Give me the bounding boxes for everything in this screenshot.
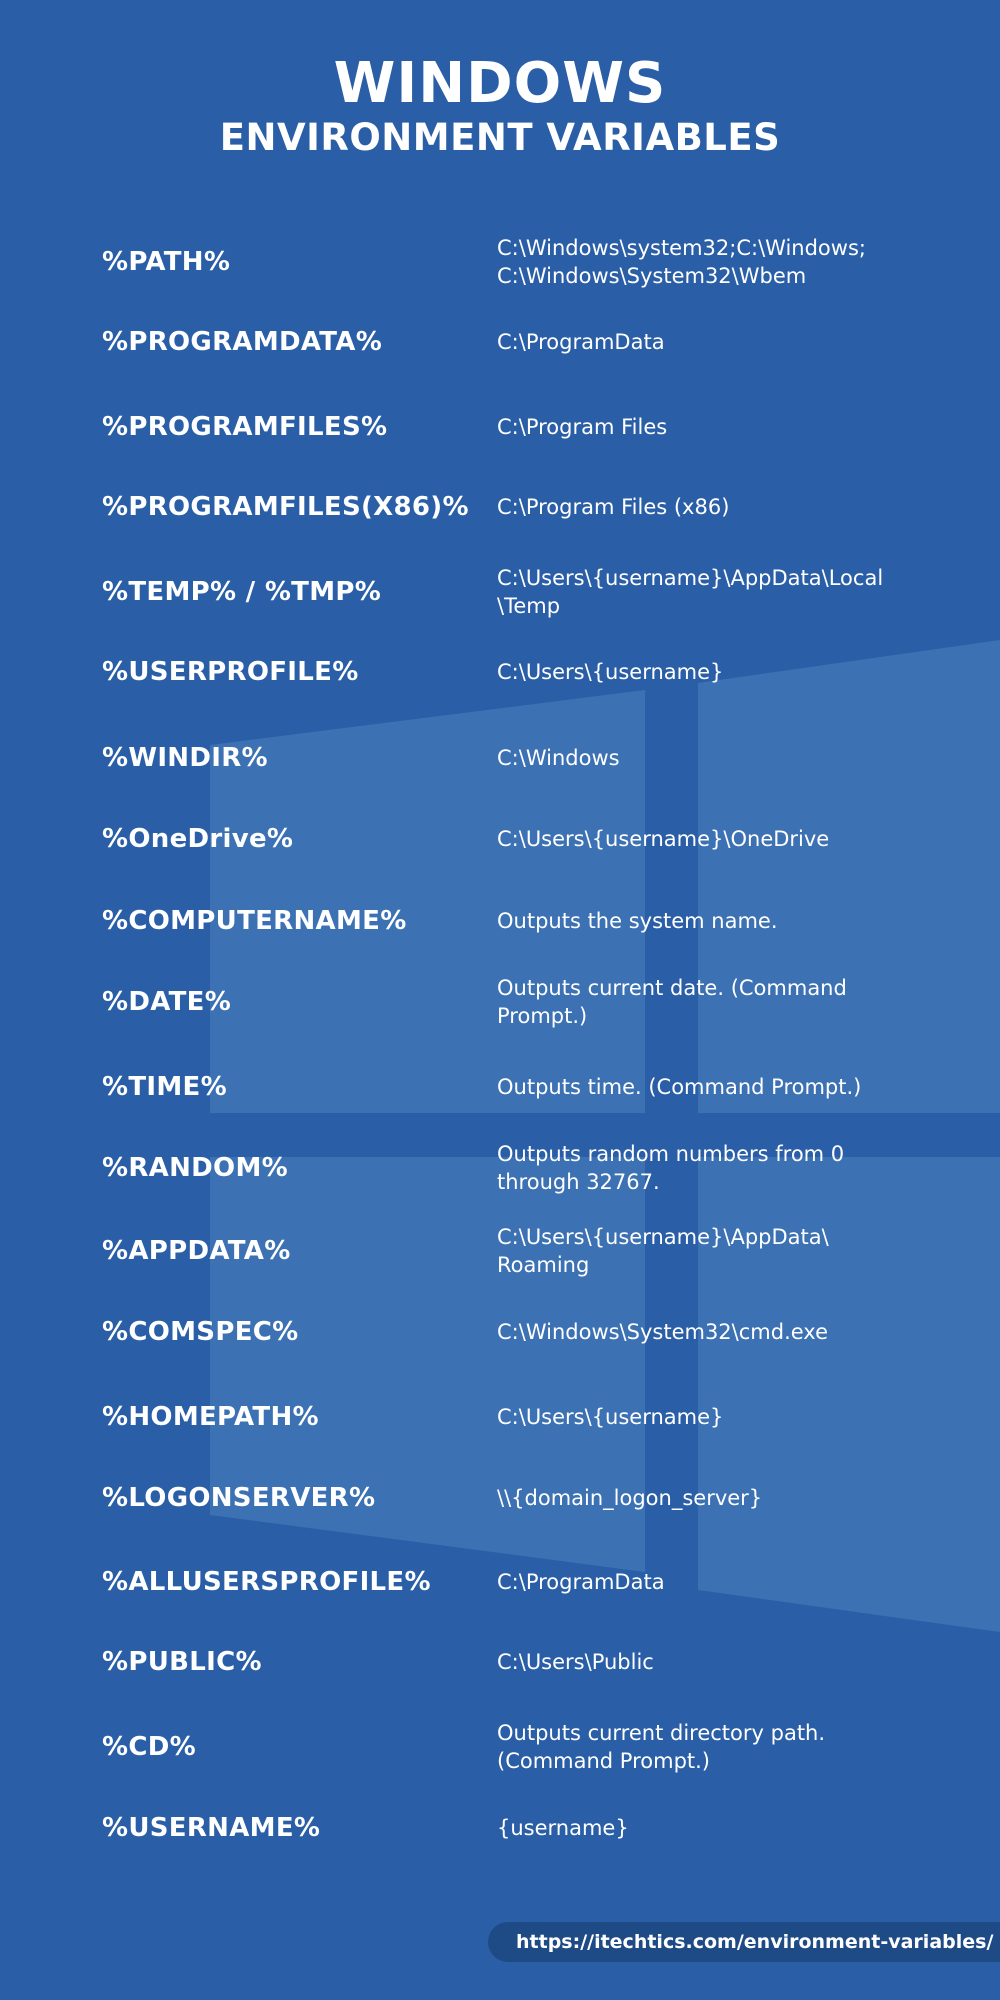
variable-name: %CD%	[102, 1732, 196, 1762]
variable-value: C:\Program Files (x86)	[497, 495, 730, 519]
variable-value: C:\Windows	[497, 746, 620, 770]
variable-name: %DATE%	[102, 987, 232, 1017]
page-title: WINDOWS	[333, 51, 667, 116]
source-url-link[interactable]: https://itechtics.com/environment-variables/	[516, 1931, 994, 1953]
variable-value: C:\Users\Public	[497, 1650, 654, 1674]
variable-value: C:\Users\{username}	[497, 660, 724, 684]
variable-name: %PROGRAMDATA%	[102, 327, 383, 357]
variable-row	[102, 1707, 902, 1787]
variable-name: %COMSPEC%	[102, 1317, 299, 1347]
variable-name: %TEMP% / %TMP%	[102, 577, 382, 607]
variable-value: C:\ProgramData	[497, 330, 665, 354]
variable-name: %USERPROFILE%	[102, 657, 359, 687]
variable-name: %APPDATA%	[102, 1236, 291, 1266]
variable-name: %RANDOM%	[102, 1153, 288, 1183]
variable-row	[102, 1542, 902, 1622]
variable-row	[102, 718, 902, 798]
variable-row	[102, 302, 902, 382]
page-subtitle: ENVIRONMENT VARIABLES	[219, 116, 781, 159]
variable-row	[102, 1128, 902, 1208]
variable-value: Outputs current date. (Command Prompt.)	[497, 976, 847, 1028]
variable-value: Outputs current directory path. (Command Prompt.)	[497, 1721, 826, 1773]
variable-value: Outputs the system name.	[497, 909, 778, 933]
variable-name: %COMPUTERNAME%	[102, 906, 407, 936]
variable-value: \\{domain_logon_server}	[497, 1486, 763, 1510]
variable-row	[102, 1788, 902, 1868]
variable-row	[102, 1458, 902, 1538]
variable-row	[102, 387, 902, 467]
variable-value: C:\ProgramData	[497, 1570, 665, 1594]
variable-row	[102, 632, 902, 712]
variable-row	[102, 1211, 902, 1291]
variable-row	[102, 962, 902, 1042]
variable-row	[102, 881, 902, 961]
variable-name: %OneDrive%	[102, 824, 294, 854]
variable-value: Outputs time. (Command Prompt.)	[497, 1075, 862, 1099]
variable-name: %PATH%	[102, 247, 231, 277]
source-link-pill[interactable]	[488, 1922, 1000, 1962]
variable-value: C:\Program Files	[497, 415, 668, 439]
variable-value: C:\Users\{username}	[497, 1405, 724, 1429]
variable-row	[102, 1292, 902, 1372]
variable-row	[102, 552, 902, 632]
variable-row	[102, 799, 902, 879]
variable-row	[102, 1622, 902, 1702]
variable-name: %TIME%	[102, 1072, 227, 1102]
variable-name: %PUBLIC%	[102, 1647, 262, 1677]
variable-value: Outputs random numbers from 0 through 32767.	[497, 1142, 845, 1194]
variable-value: C:\Users\{username}\AppData\ Roaming	[497, 1225, 829, 1277]
variable-value: {username}	[497, 1816, 629, 1840]
variable-name: %PROGRAMFILES(X86)%	[102, 492, 469, 522]
variable-row	[102, 467, 902, 547]
variable-row	[102, 1047, 902, 1127]
variable-row	[102, 1377, 902, 1457]
variable-value: C:\Windows\system32;C:\Windows; C:\Windows\System32\Wbem	[497, 236, 866, 288]
variable-value: C:\Windows\System32\cmd.exe	[497, 1320, 828, 1344]
variable-value: C:\Users\{username}\AppData\Local \Temp	[497, 566, 884, 618]
variable-name: %PROGRAMFILES%	[102, 412, 388, 442]
variable-name: %WINDIR%	[102, 743, 268, 773]
variable-row	[102, 222, 902, 302]
variable-name: %LOGONSERVER%	[102, 1483, 376, 1513]
variable-value: C:\Users\{username}\OneDrive	[497, 827, 830, 851]
variable-name: %ALLUSERSPROFILE%	[102, 1567, 431, 1597]
variable-name: %HOMEPATH%	[102, 1402, 319, 1432]
variable-name: %USERNAME%	[102, 1813, 321, 1843]
